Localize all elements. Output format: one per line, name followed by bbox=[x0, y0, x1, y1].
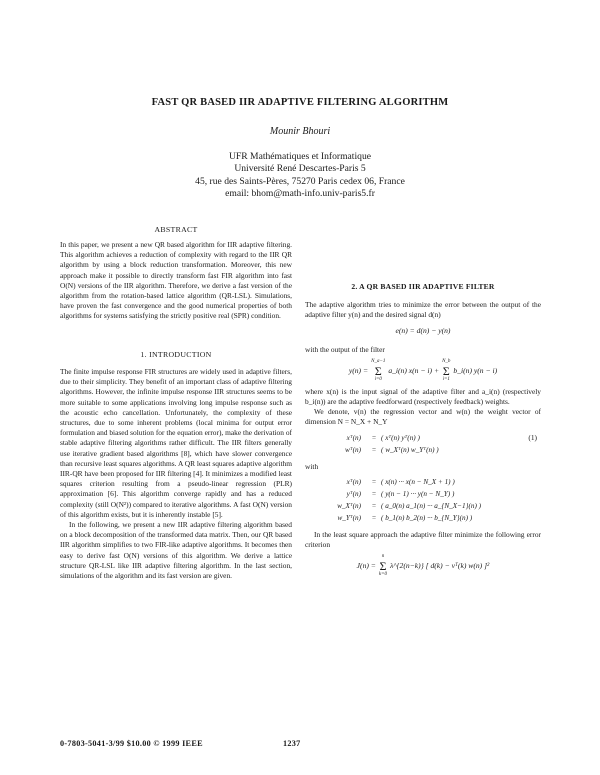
section2-paragraph-1: The adaptive algorithm tries to minimize the error between the output of the adaptive filter y(n) and the desired signal d(n) bbox=[305, 300, 541, 320]
affiliation-line: 45, rue des Saints-Pères, 75270 Paris cedex 06, France bbox=[195, 175, 405, 187]
author-name: Mounir Bhouri bbox=[269, 126, 331, 137]
section2-paragraph-3: where x(n) is the input signal of the adaptive filter and a_i(n) (respectively b_i(n)) are the adaptive feedforward (respectively feedback) weights. bbox=[305, 386, 541, 407]
equation-operator: = bbox=[371, 445, 377, 454]
affiliation-line: UFR Mathématiques et Informatique bbox=[228, 151, 371, 162]
definition-rhs: ( x(n) ··· x(n − N_X + 1) ) bbox=[381, 477, 455, 486]
affiliation-email: email: bhom@math-info.univ-paris5.fr bbox=[225, 188, 375, 200]
footer-page-number: 1237 bbox=[283, 739, 301, 748]
equation-1-block bbox=[317, 432, 541, 456]
definition-lhs: w_Yᵀ(n) bbox=[337, 513, 361, 522]
sum-upper-limit: N_a−1 bbox=[371, 358, 386, 364]
definition-row bbox=[317, 512, 541, 524]
intro-paragraph-2: In the following, we present a new IIR adaptive filtering algorithm based on a block decomposition of the transformed data matrix. Then, our QR based IIR algorithm simplifies to two FIR-like adaptive algorithms. It becomes then easy to derive fast O(N) versions of this algorithm. We derive a lattice structure QR-LSL like IIR adaptive filtering algorithm. In the last section, simulations of the algorithm and its fast version are given. bbox=[60, 520, 292, 581]
equation-lhs: wᵀ(n) bbox=[345, 445, 361, 454]
section2-paragraph-2: with the output of the filter bbox=[305, 344, 385, 354]
section2-body bbox=[305, 300, 541, 578]
definition-rhs: ( a_0(n) a_1(n) ··· a_{N_X−1}(n) ) bbox=[381, 501, 482, 510]
equation-error: e(n) = d(n) − y(n) bbox=[395, 326, 451, 336]
footer-copyright: 0-7803-5041-3/99 $10.00 © 1999 IEEE bbox=[60, 739, 203, 748]
equation-number: (1) bbox=[528, 432, 537, 442]
intro-heading-wrap bbox=[60, 350, 292, 360]
paper-title: FAST QR BASED IIR ADAPTIVE FILTERING ALGORITHM bbox=[151, 97, 449, 108]
equation-lhs: xᵀ(n) bbox=[346, 433, 361, 442]
equation-row bbox=[317, 444, 541, 456]
equation-criterion bbox=[305, 554, 541, 578]
sum-lower-limit: k=0 bbox=[378, 572, 388, 578]
definition-operator: = bbox=[371, 477, 377, 486]
equation-output-lhs: y(n) = bbox=[348, 365, 369, 375]
affiliation-block bbox=[0, 151, 600, 201]
section2-paragraph-6: In the least square approach the adaptive filter minimize the following error criterion bbox=[305, 529, 541, 550]
section2-paragraph-5: with bbox=[305, 461, 319, 471]
definition-rhs: ( y(n − 1) ··· y(n − N_Y) ) bbox=[381, 489, 455, 498]
equation-output-term1: a_i(n) x(n − i) + bbox=[388, 365, 440, 375]
definition-lhs: yᵀ(n) bbox=[346, 489, 361, 498]
definition-operator: = bbox=[371, 489, 377, 498]
definition-row bbox=[317, 488, 541, 500]
equation-rhs: ( xᵀ(n) yᵀ(n) ) bbox=[381, 433, 420, 442]
summation-symbol bbox=[379, 554, 387, 578]
sum-lower-limit: i=1 bbox=[442, 376, 450, 382]
definitions-block bbox=[317, 476, 541, 524]
definition-lhs: w_Xᵀ(n) bbox=[337, 501, 361, 510]
sum-lower-limit: i=0 bbox=[374, 376, 382, 382]
intro-paragraph-1: The finite impulse response FIR structures are widely used in adaptive filters, due to their simplicity. They benefit of an important class of adaptive filtering algorithms. However, the infinite impulse response IIR structures seems to be more suitable to some applications involving long impulse response such as the acoustic echo cancellation. Unfortunately, the complexity of these structures, due to some inherent problems (local minima for output error formulation and biased solution for the equation error), make the derivation of stable adaptive filtering algorithms rather difficult. The IIR filters generally use iterative gradient based algorithms [8], which have slower convergence than recursive least squares algorithms. A QR least squares adaptive algorithm IIR-QR have been proposed for IIR filtering [4]. It minimizes a modified least squares criterion resulting from a pseudo-linear regression (PLR) approximation [6]. This algorithm converge rapidly and has a reduced complexity (still O(N²)) compared to iterative algorithms. A fast O(N) version of this algorithm exists, but it is inherently instable [5]. bbox=[60, 367, 292, 519]
intro-heading: 1. INTRODUCTION bbox=[140, 350, 212, 359]
abstract-heading-wrap bbox=[60, 225, 292, 235]
equation-output bbox=[305, 359, 541, 383]
section2-heading-wrap bbox=[305, 282, 541, 292]
intro-body bbox=[60, 367, 292, 581]
summation-symbol bbox=[371, 359, 385, 383]
equation-criterion-lhs: J(n) = bbox=[356, 561, 376, 571]
sigma-glyph: Σ bbox=[442, 363, 450, 378]
abstract-heading: ABSTRACT bbox=[154, 225, 198, 234]
definition-row bbox=[317, 500, 541, 512]
abstract-text: In this paper, we present a new QR based algorithm for IIR adaptive filtering. This algorithm achieves a reduction of complexity with regard to the IIR QR algorithm by using a block reduction transformation. Moreover, this new approach make it possible to directly transform fast FIR algorithm into fast O(N) versions of the IIR algorithm. Therefore, we derive a fast version of the algorithm from the rotation-based lattice algorithm (QR-LSL). Simulations, have proven the fast convergence and the good numerical properties of both algorithms for systems satisfying the strictly positive real (SPR) condition. bbox=[60, 240, 292, 321]
affiliation-line: Université René Descartes-Paris 5 bbox=[234, 163, 366, 175]
definition-operator: = bbox=[371, 513, 377, 522]
sigma-glyph: Σ bbox=[379, 559, 387, 574]
definition-rhs: ( b_1(n) b_2(n) ··· b_{N_Y}(n) ) bbox=[381, 513, 473, 522]
definition-row bbox=[317, 476, 541, 488]
summation-symbol bbox=[442, 359, 450, 383]
equation-rhs: ( w_Xᵀ(n) w_Yᵀ(n) ) bbox=[381, 445, 439, 454]
equation-operator: = bbox=[371, 433, 377, 442]
section2-heading: 2. A QR BASED IIR ADAPTIVE FILTER bbox=[351, 282, 495, 291]
equation-criterion-body: λ^{2(n−k)} [ d(k) − vᵀ(k) w(n) ]² bbox=[390, 561, 490, 571]
equation-row bbox=[317, 432, 541, 444]
sigma-glyph: Σ bbox=[374, 363, 382, 378]
abstract-body bbox=[60, 240, 292, 322]
section2-paragraph-4: We denote, v(n) the regression vector and w(n) the weight vector of dimension N = N_X + N_Y bbox=[305, 407, 541, 427]
equation-output-term2: b_i(n) y(n − i) bbox=[453, 365, 498, 375]
definition-operator: = bbox=[371, 501, 377, 510]
sum-upper-limit: N_b bbox=[442, 358, 451, 364]
definition-lhs: xᵀ(n) bbox=[346, 477, 361, 486]
sum-upper-limit: n bbox=[381, 554, 385, 560]
